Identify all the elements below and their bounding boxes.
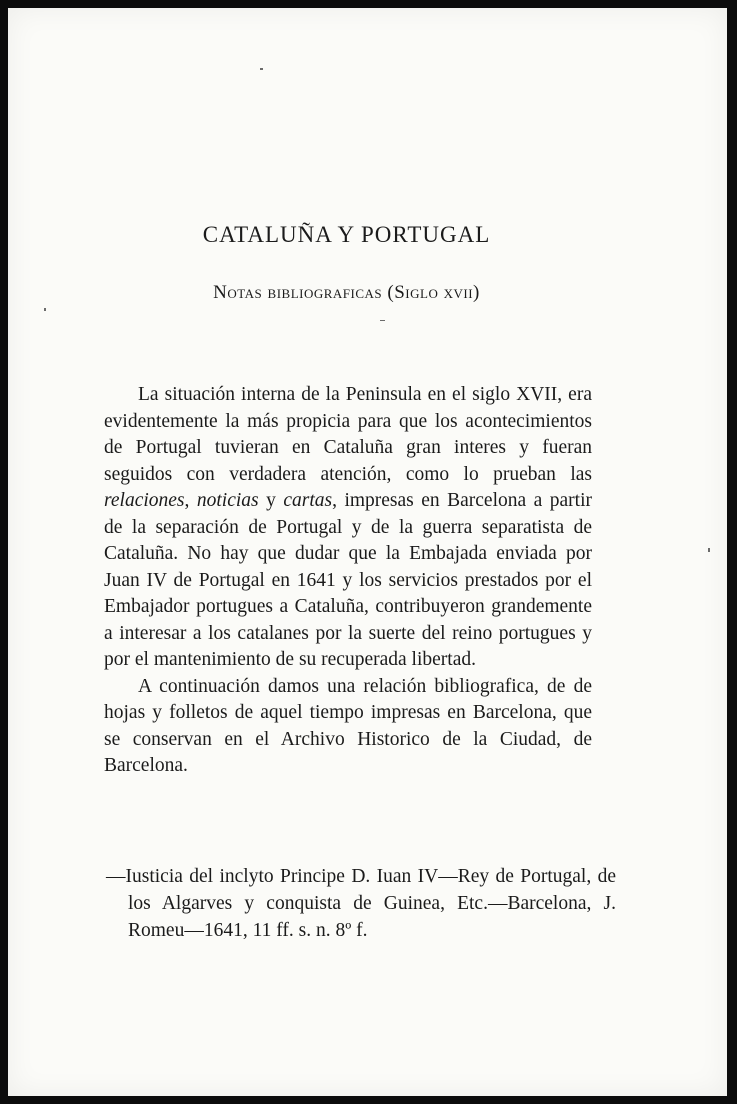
paragraph-1-part-1: La situación interna de la Peninsula en el siglo XVII, era evidentemente la más propicia para que los acontecimientos de Portugal tuvieran en Cataluña gran interes y fueran seguidos con verdadera atención, como lo prueban las [104,384,592,485]
scan-speck [44,308,46,311]
scan-speck [380,320,385,321]
paragraph-2: A continuación damos una relación bibliografica, de de hojas y folletos de aquel tiempo impresas en Barcelona, que se conservan en el Archivo Historico de la Ciudad, de Barcelona. [104,675,592,776]
italic-cartas: cartas [283,490,333,511]
paragraph-1 [104,382,592,674]
italic-noticias: noticias [196,490,259,511]
body-text [104,382,592,780]
page-subtitle: Notas bibliograficas (Siglo xvii) [213,282,480,303]
separator-2: y [258,490,284,511]
scanned-page [8,8,727,1096]
scan-speck [260,68,263,70]
separator-1: , [184,490,197,511]
paragraph-1-part-2: , impresas en Barcelona a partir de la separación de Portugal y de la guerra separatista de Cataluña. No hay que dudar que la Embajada enviada por Juan IV de Portugal en 1641 y los servicios prestados por el Embajador portugues a Cataluña, contribuyeron grandemente a interesar a los catalanes por la suerte del reino portugues y por el mantenimiento de su recuperada libertad. [104,490,593,670]
page-title: CATALUÑA Y PORTUGAL [202,222,491,247]
bibliography-entry: —Iusticia del inclyto Principe D. Iuan IV—Rey de Portugal, de los Algarves y conquista de Guinea, Etc.—Barcelona, J. Romeu—1641, 11 ff. s. n. 8º f. [106,866,616,941]
scan-speck [708,548,710,552]
italic-relaciones: relaciones [104,490,185,511]
